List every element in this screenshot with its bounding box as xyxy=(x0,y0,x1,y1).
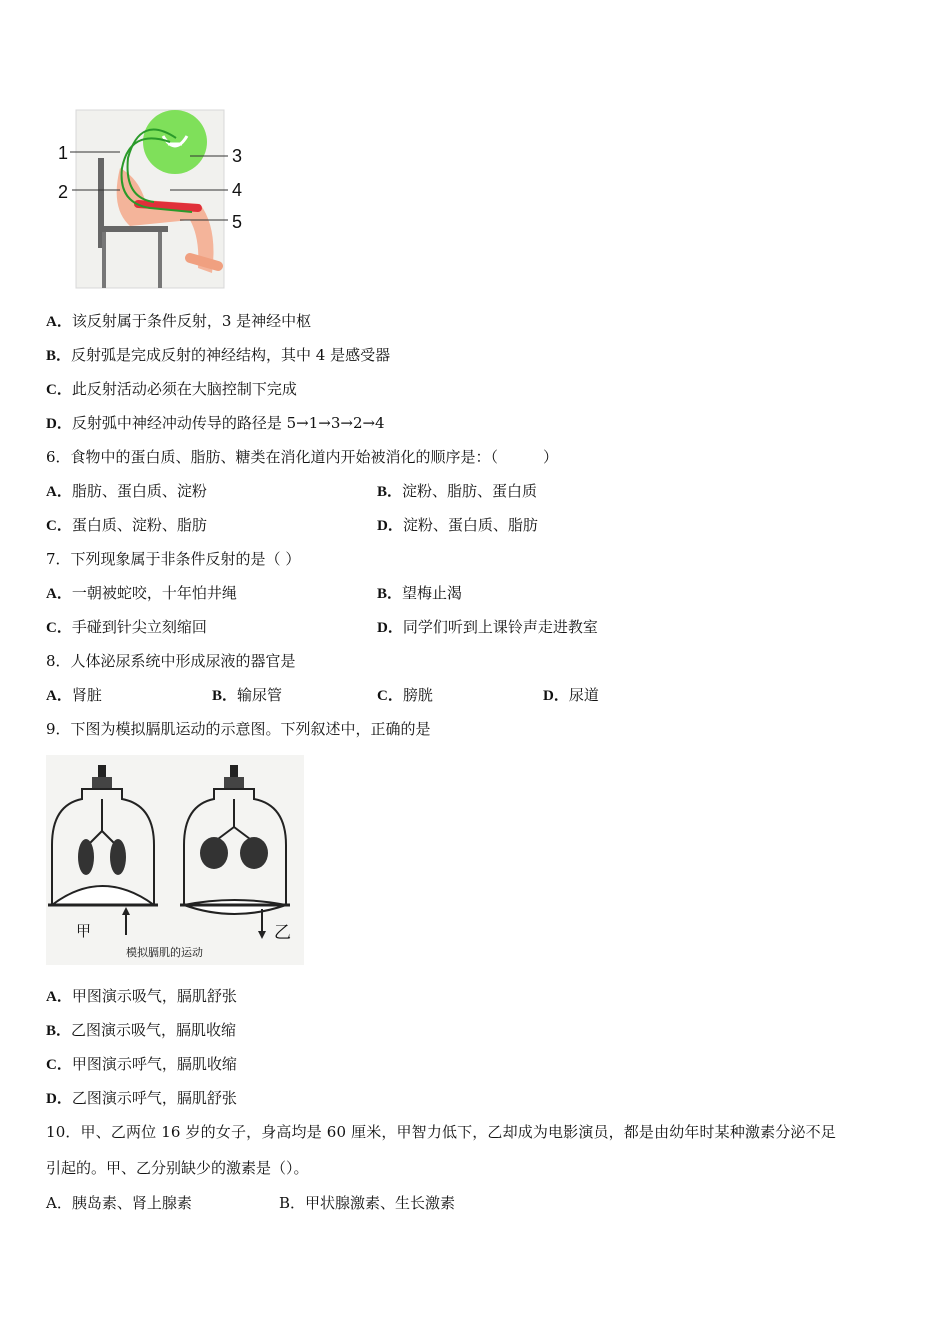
q5-option-a xyxy=(46,311,311,332)
q5-option-c xyxy=(46,379,297,400)
option-letter: C． xyxy=(46,1057,72,1073)
option-letter: C． xyxy=(46,382,72,398)
option-text: 乙图演示呼气，膈肌舒张 xyxy=(71,1089,237,1107)
option-text: 甲图演示呼气，膈肌收缩 xyxy=(71,1055,237,1073)
q8-option-d xyxy=(543,685,599,706)
q9-option-d xyxy=(46,1088,237,1109)
q5-option-b xyxy=(46,345,390,366)
option-letter: B． xyxy=(212,688,238,704)
option-text: 输尿管 xyxy=(237,686,283,704)
q5-option-d xyxy=(46,413,385,434)
option-text: 该反射属于条件反射，3 是神经中枢 xyxy=(71,312,312,330)
option-text: 甲状腺激素、生长激素 xyxy=(305,1194,456,1212)
q8-option-b xyxy=(212,685,282,706)
q6-stem: 6．食物中的蛋白质、脂肪、糖类在消化道内开始被消化的顺序是：（ ） xyxy=(46,448,559,466)
option-text: 甲图演示吸气，膈肌舒张 xyxy=(71,987,237,1005)
figure-label-yi: 乙 xyxy=(274,923,291,943)
option-letter: B． xyxy=(46,348,72,364)
option-text: 胰岛素、肾上腺素 xyxy=(71,1194,192,1212)
option-letter: A． xyxy=(46,1194,72,1212)
option-text: 淀粉、脂肪、蛋白质 xyxy=(402,482,538,500)
option-letter: B． xyxy=(377,586,403,602)
q10-option-a xyxy=(46,1193,192,1213)
option-text: 一朝被蛇咬，十年怕井绳 xyxy=(71,584,237,602)
reflex-arc-figure xyxy=(50,108,250,290)
q9-option-a xyxy=(46,986,237,1007)
option-letter: D． xyxy=(46,416,72,432)
figure-label-3: 3 xyxy=(232,146,243,166)
option-text: 淀粉、蛋白质、脂肪 xyxy=(402,516,538,534)
option-text: 望梅止渴 xyxy=(402,584,463,602)
option-letter: D． xyxy=(543,688,569,704)
q6-option-b xyxy=(377,481,537,502)
option-letter: B． xyxy=(279,1194,306,1212)
option-letter: C． xyxy=(46,518,72,534)
option-letter: A． xyxy=(46,586,72,602)
option-letter: D． xyxy=(377,620,403,636)
q8-option-a xyxy=(46,685,102,706)
option-letter: D． xyxy=(377,518,403,534)
option-text: 手碰到针尖立刻缩回 xyxy=(71,618,207,636)
q7-option-d xyxy=(377,617,598,638)
q7-option-c xyxy=(46,617,207,638)
option-letter: A． xyxy=(46,484,72,500)
figure-label-5: 5 xyxy=(232,212,243,232)
option-letter: D． xyxy=(46,1091,72,1107)
option-text: 脂肪、蛋白质、淀粉 xyxy=(71,482,207,500)
figure-label-1: 1 xyxy=(58,143,69,163)
q9-stem: 9．下图为模拟膈肌运动的示意图。下列叙述中，正确的是 xyxy=(46,720,431,738)
q10-stem-line2: 引起的。甲、乙分别缺少的激素是（）。 xyxy=(46,1159,309,1177)
option-letter: B． xyxy=(377,484,403,500)
q10-option-b xyxy=(279,1193,455,1213)
option-text: 蛋白质、淀粉、脂肪 xyxy=(71,516,207,534)
option-text: 尿道 xyxy=(568,686,599,704)
q9-option-c xyxy=(46,1054,237,1075)
option-letter: C． xyxy=(377,688,403,704)
q9-option-b xyxy=(46,1020,236,1041)
q7-stem: 7．下列现象属于非条件反射的是（ ） xyxy=(46,550,301,568)
option-letter: A． xyxy=(46,688,72,704)
option-text: 此反射活动必须在大脑控制下完成 xyxy=(71,380,297,398)
option-text: 反射弧中神经冲动传导的路径是 5→1→3→2→4 xyxy=(71,414,385,432)
figure-caption: 模拟膈肌的运动 xyxy=(126,946,203,959)
q6-option-a xyxy=(46,481,207,502)
option-text: 同学们听到上课铃声走进教室 xyxy=(402,618,598,636)
diaphragm-model-figure xyxy=(46,755,304,965)
option-letter: A． xyxy=(46,314,72,330)
q6-option-c xyxy=(46,515,207,536)
q8-stem: 8．人体泌尿系统中形成尿液的器官是 xyxy=(46,652,296,670)
q8-option-c xyxy=(377,685,433,706)
q7-option-a xyxy=(46,583,237,604)
q6-option-d xyxy=(377,515,538,536)
option-text: 反射弧是完成反射的神经结构，其中 4 是感受器 xyxy=(71,346,391,364)
figure-label-jia: 甲 xyxy=(76,922,92,940)
option-letter: B． xyxy=(46,1023,72,1039)
reflex-arc-illustration xyxy=(50,108,250,290)
q7-option-b xyxy=(377,583,462,604)
option-letter: A． xyxy=(46,989,72,1005)
option-letter: C． xyxy=(46,620,72,636)
q10-stem-line1: 10．甲、乙两位 16 岁的女子，身高均是 60 厘米，甲智力低下，乙却成为电影演员，都是由幼年时某种激素分泌不足 xyxy=(46,1123,836,1141)
option-text: 膀胱 xyxy=(402,686,433,704)
figure-label-2: 2 xyxy=(58,182,69,202)
option-text: 乙图演示吸气，膈肌收缩 xyxy=(71,1021,237,1039)
figure-label-4: 4 xyxy=(232,180,243,200)
option-text: 肾脏 xyxy=(71,686,102,704)
